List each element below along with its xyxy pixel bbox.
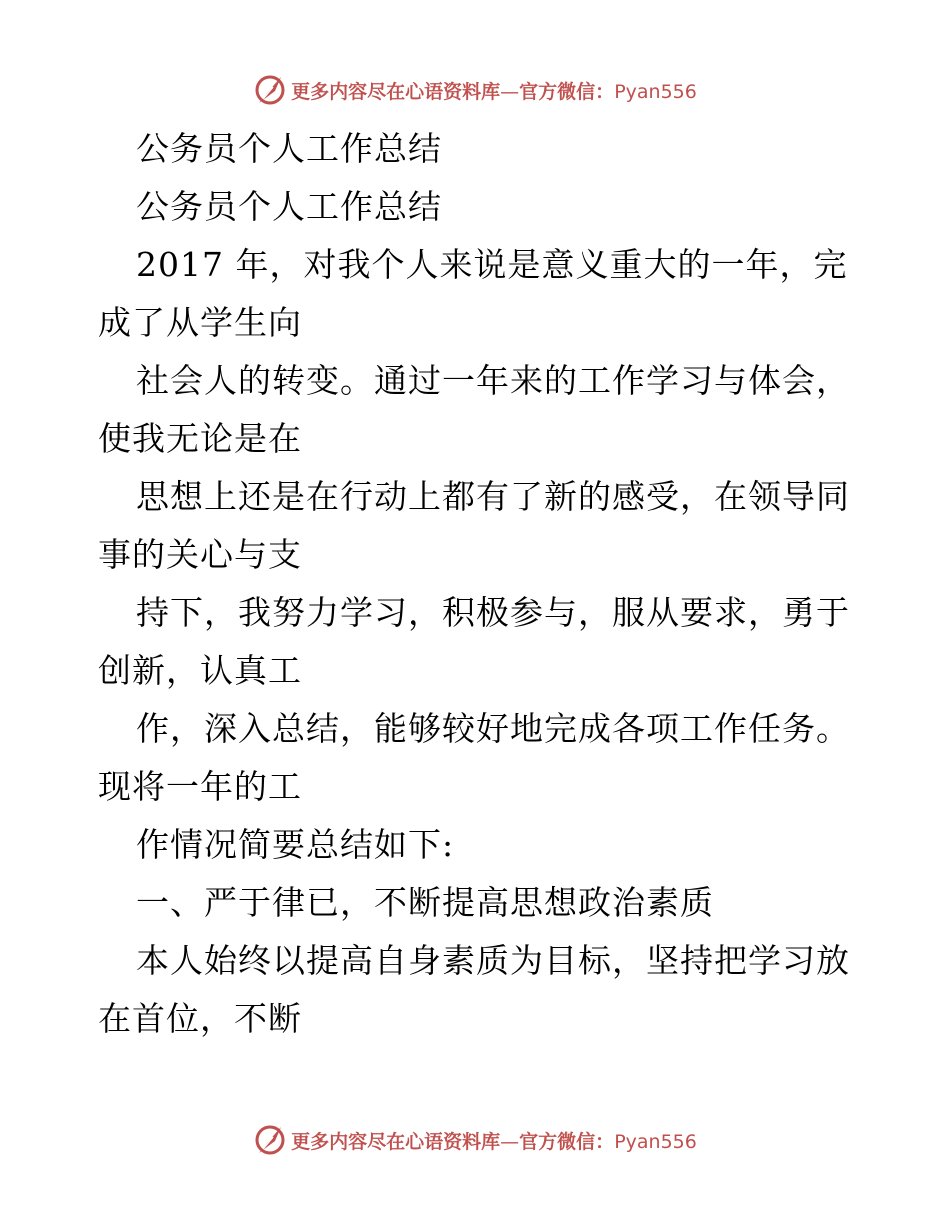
doc-line: 思想上还是在行动上都有了新的感受，在领导同 (136, 477, 850, 516)
footer-wechat-label: 官方微信： (519, 1130, 615, 1153)
doc-line: 在首位，不断 (98, 999, 302, 1038)
doc-line: 事的关心与支 (98, 535, 302, 574)
doc-title: 公务员个人工作总结 (136, 129, 442, 168)
doc-line: 成了从学生向 (98, 303, 302, 342)
header-banner (0, 70, 950, 110)
header-banner-separator: — (500, 80, 520, 103)
doc-line: 社会人的转变。通过一年来的工作学习与体会， (136, 361, 850, 400)
doc-subtitle: 公务员个人工作总结 (136, 187, 442, 226)
quill-logo-icon (253, 1123, 287, 1157)
footer-banner (0, 1120, 950, 1160)
footer-banner-separator: — (500, 1130, 520, 1153)
doc-line: 作，深入总结，能够较好地完成各项工作任务。 (136, 709, 850, 748)
doc-line: 创新，认真工 (98, 651, 302, 690)
footer-banner-label (291, 1127, 697, 1154)
footer-wechat-id: Pyan556 (614, 1130, 697, 1153)
header-banner-text: 更多内容尽在心语资料库 (291, 80, 501, 103)
header-wechat-id: Pyan556 (614, 80, 697, 103)
doc-line: 作情况简要总结如下: (136, 825, 455, 864)
doc-line: 现将一年的工 (98, 767, 302, 806)
header-banner-label (291, 77, 697, 104)
doc-line: 本人始终以提高自身素质为目标，坚持把学习放 (136, 941, 850, 980)
doc-line: 使我无论是在 (98, 419, 302, 458)
footer-banner-text: 更多内容尽在心语资料库 (291, 1130, 501, 1153)
section-heading: 一、严于律已，不断提高思想政治素质 (136, 883, 714, 922)
doc-line: 2017 年，对我个人来说是意义重大的一年，完 (136, 245, 848, 284)
document-body (98, 120, 858, 1048)
header-wechat-label: 官方微信： (519, 80, 615, 103)
quill-logo-icon (253, 73, 287, 107)
doc-line: 持下，我努力学习，积极参与，服从要求，勇于 (136, 593, 850, 632)
